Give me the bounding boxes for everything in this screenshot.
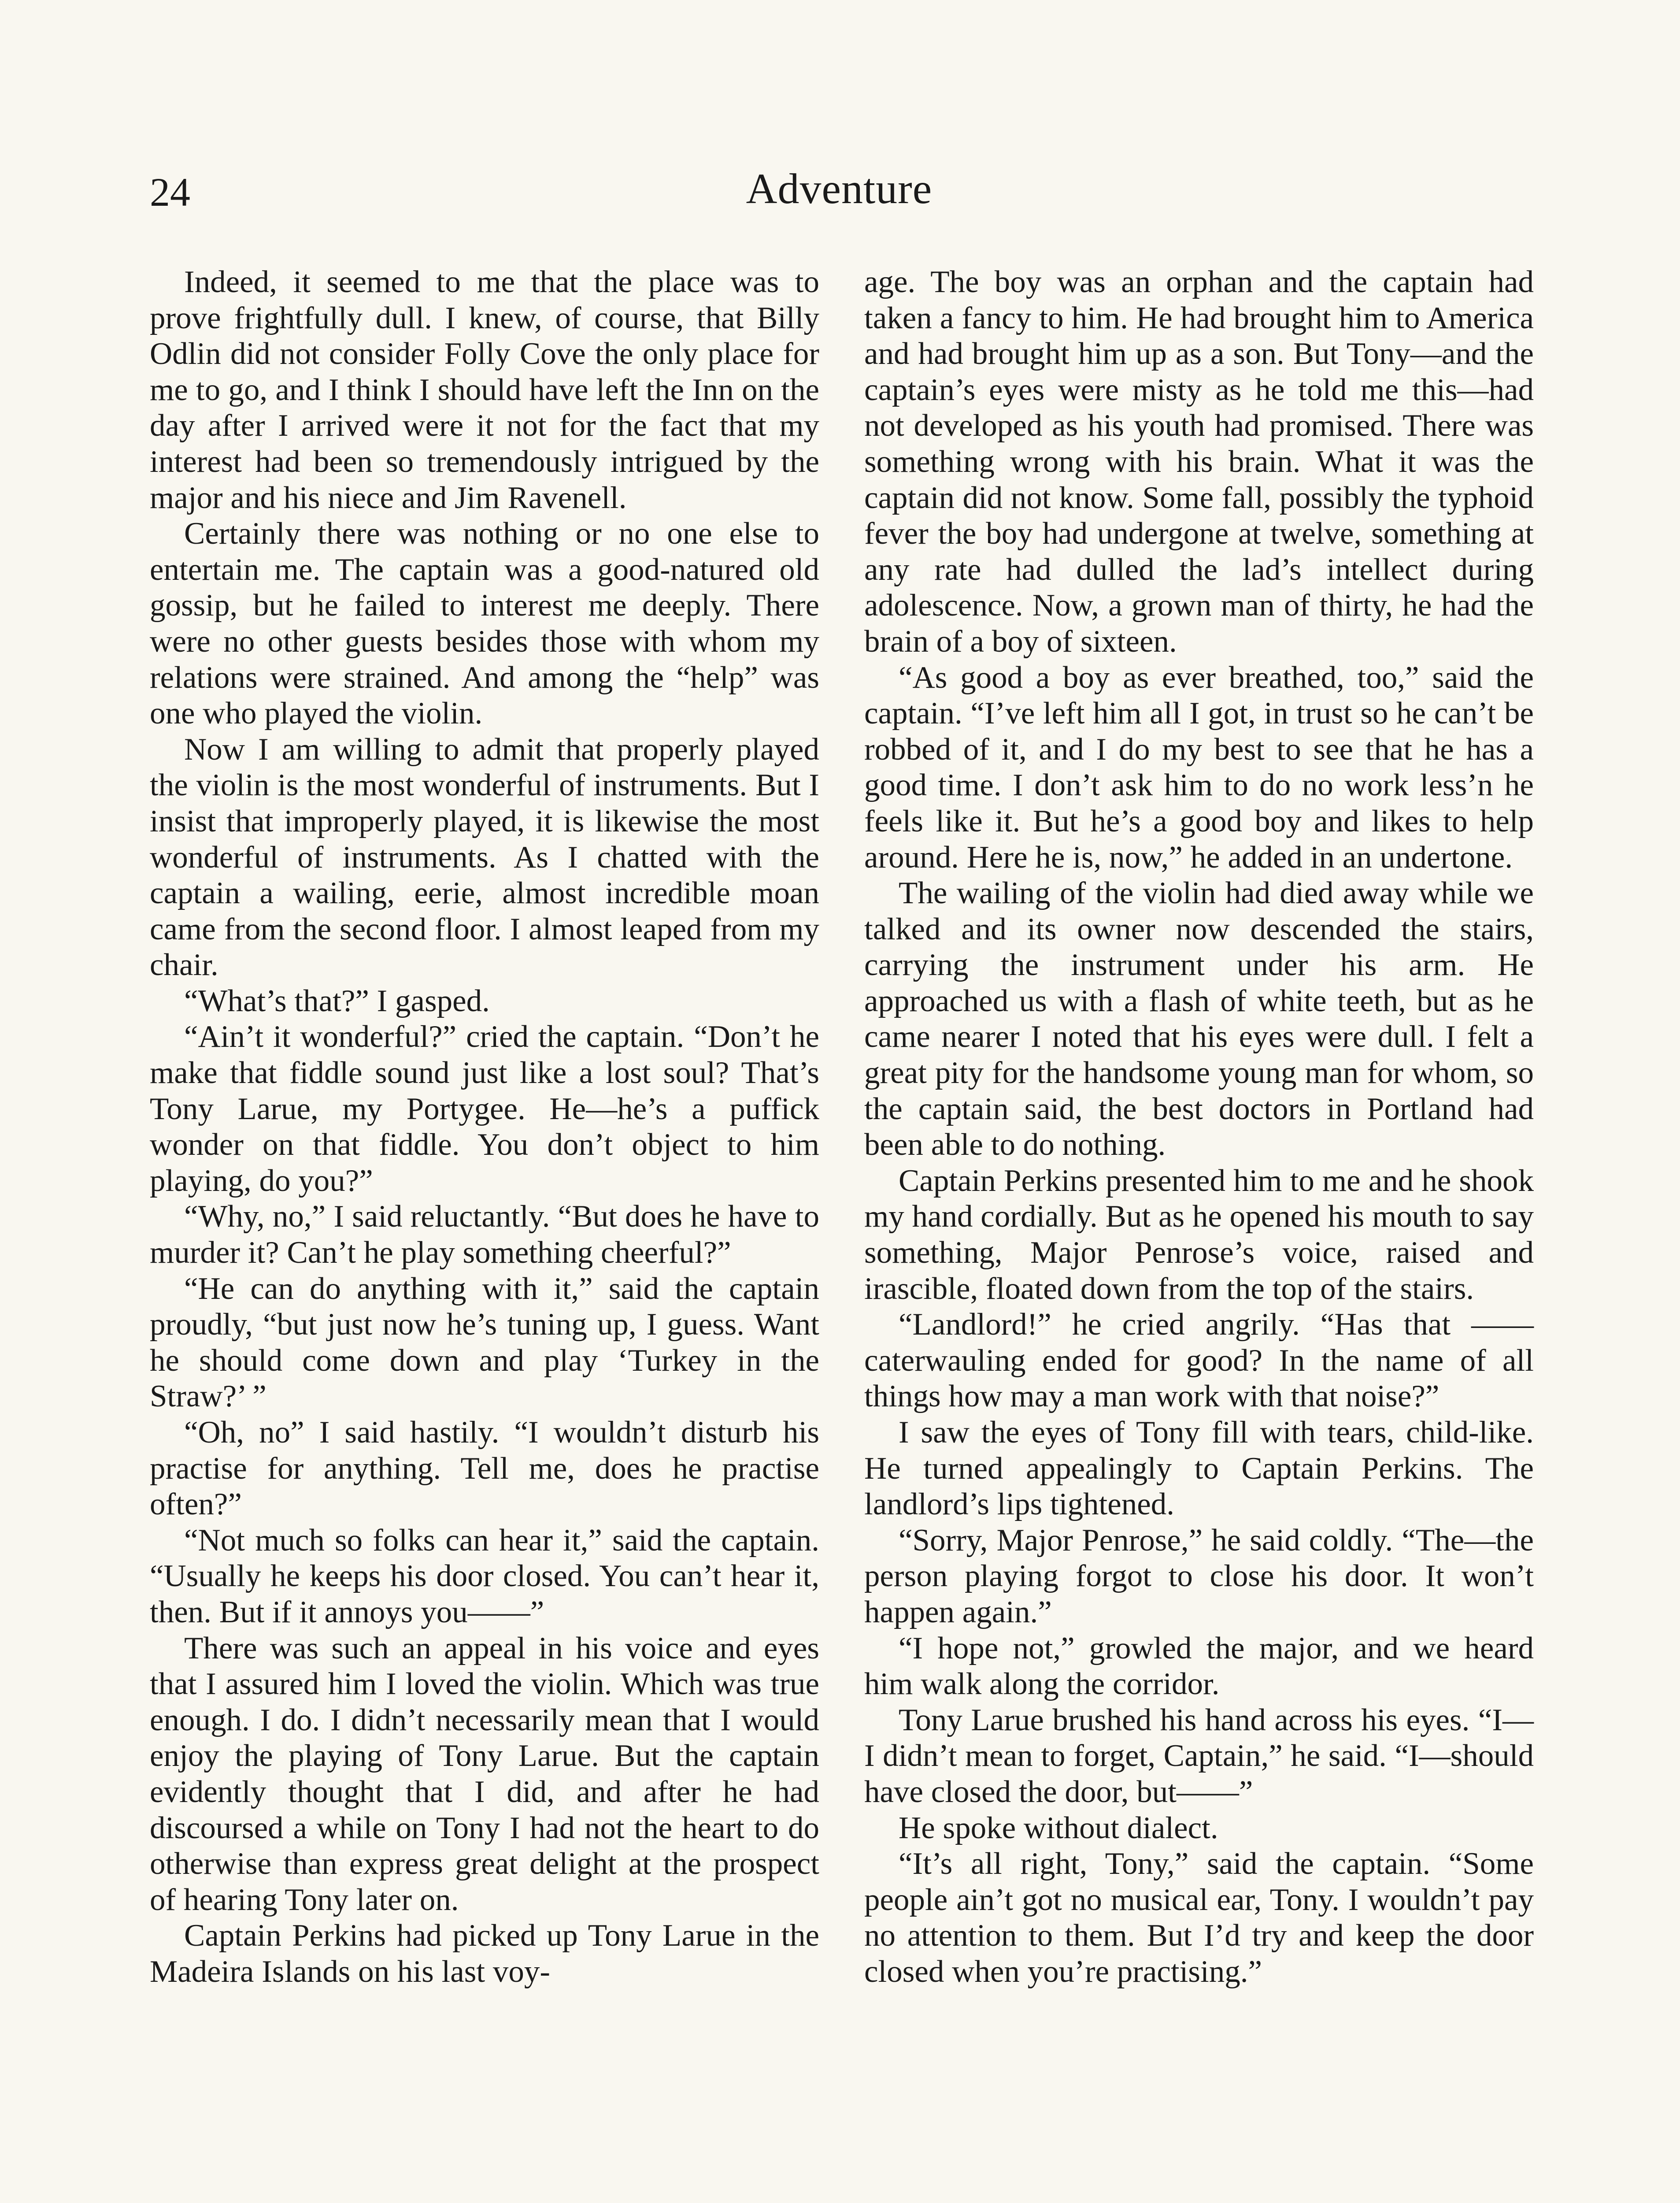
running-title: Adventure (746, 165, 933, 213)
paragraph: He spoke without dialect. (899, 1810, 1218, 1845)
paragraph: There was such an appeal in his voice and eyes that I assured him I loved the violin. Which was true enough. I do. I didn’t necessarily mean that I would enjoy the playing of Tony Larue. But the captain evidently thought that I did, and after he had discoursed a while on Tony I had not the heart to do otherwise than express great delight at the prospect of hearing Tony later on. (150, 1631, 819, 1917)
paragraph: Indeed, it seemed to me that the place was to prove frightfully dull. I knew, of course, that Billy Odlin did not consider Folly Cove the only place for me to go, and I think I should have left the Inn on the day after I arrived were it not for the fact that my interest had been so tremendously intrigued by the major and his niece and Jim Ravenell. (150, 265, 819, 515)
paragraph: “Sorry, Major Penrose,” he said coldly. “The—the person playing forgot to close his door. It won’t happen again.” (864, 1523, 1534, 1629)
paragraph: The wailing of the violin had died away while we talked and its owner now descended the stairs, carrying the instrument under his arm. He approached us with a flash of white teeth, but as he came nearer I noted that his eyes were dull. I felt a great pity for the handsome young man for whom, so the captain said, the best doctors in Portland had been able to do nothing. (864, 876, 1534, 1162)
paragraph: “Ain’t it wonderful?” cried the captain. “Don’t he make that fiddle sound just like a lost soul? That’s Tony Larue, my Portygee. He—he’s a puffick wonder on that fiddle. You don’t object to him playing, do you?” (150, 1020, 819, 1198)
paragraph: Captain Perkins had picked up Tony Larue in the Madeira Islands on his last voy- (150, 1918, 819, 1989)
paragraph: “Landlord!” he cried angrily. “Has that —— caterwauling ended for good? In the name of all things how may a man work with that noise?” (864, 1307, 1534, 1414)
paragraph: “I hope not,” growled the major, and we heard him walk along the corridor. (864, 1631, 1534, 1702)
paragraph: “Oh, no” I said hastily. “I wouldn’t disturb his practise for anything. Tell me, does he practise often?” (150, 1415, 819, 1522)
paragraph: Certainly there was nothing or no one else to entertain me. The captain was a good-natured old gossip, but he failed to interest me deeply. There were no other guests besides those with whom my relations were strained. And among the “help” was one who played the violin. (150, 516, 819, 731)
paragraph: Captain Perkins presented him to me and he shook my hand cordially. But as he opened his mouth to say something, Major Penrose’s voice, raised and irascible, floated down from the top of the stairs. (864, 1163, 1534, 1306)
paragraph: Tony Larue brushed his hand across his eyes. “I—I didn’t mean to forget, Captain,” he said. “I—should have closed the door, but——” (864, 1702, 1534, 1809)
paragraph: “What’s that?” I gasped. (184, 983, 490, 1018)
paragraph: “As good a boy as ever breathed, too,” said the captain. “I’ve left him all I got, in trust so he can’t be robbed of it, and I do my best to see that he has a good time. I don’t ask him to do no work less’n he feels like it. But he’s a good boy and likes to help around. Here he is, now,” he added in an undertone. (864, 660, 1534, 875)
paragraph: “He can do anything with it,” said the captain proudly, “but just now he’s tuning up, I guess. Want he should come down and play ‘Turkey in the Straw?’ ” (150, 1271, 819, 1414)
paragraph-continuation: age. The boy was an orphan and the captain had taken a fancy to him. He had brought him to America and had brought him up as a son. But Tony—and the captain’s eyes were misty as he told me this—had not developed as his youth had promised. There was something wrong with his brain. What it was the captain did not know. Some fall, possibly the typhoid fever the boy had undergone at twelve, something at any rate had dulled the lad’s intellect during adolescence. Now, a grown man of thirty, he had the brain of a boy of sixteen. (864, 265, 1534, 659)
paragraph: “Not much so folks can hear it,” said the captain. “Usually he keeps his door closed. You can’t hear it, then. But if it annoys you——” (150, 1523, 819, 1629)
right-column (864, 264, 1534, 1990)
page-number: 24 (150, 170, 190, 215)
paragraph: I saw the eyes of Tony fill with tears, child-like. He turned appealingly to Captain Perkins. The landlord’s lips tightened. (864, 1415, 1534, 1522)
paragraph: “It’s all right, Tony,” said the captain. “Some people ain’t got no musical ear, Tony. I wouldn’t pay no attention to them. But I’d try and keep the door closed when you’re practising.” (864, 1847, 1534, 1989)
paragraph: “Why, no,” I said reluctantly. “But does he have to murder it? Can’t he play something cheerful?” (150, 1199, 819, 1270)
page-header (150, 167, 1528, 229)
left-column (150, 264, 819, 1990)
paragraph: Now I am willing to admit that properly played the violin is the most wonderful of instruments. But I insist that improperly played, it is likewise the most wonderful of instruments. As I chatted with the captain a wailing, eerie, almost incredible moan came from the second floor. I almost leaped from my chair. (150, 732, 819, 983)
